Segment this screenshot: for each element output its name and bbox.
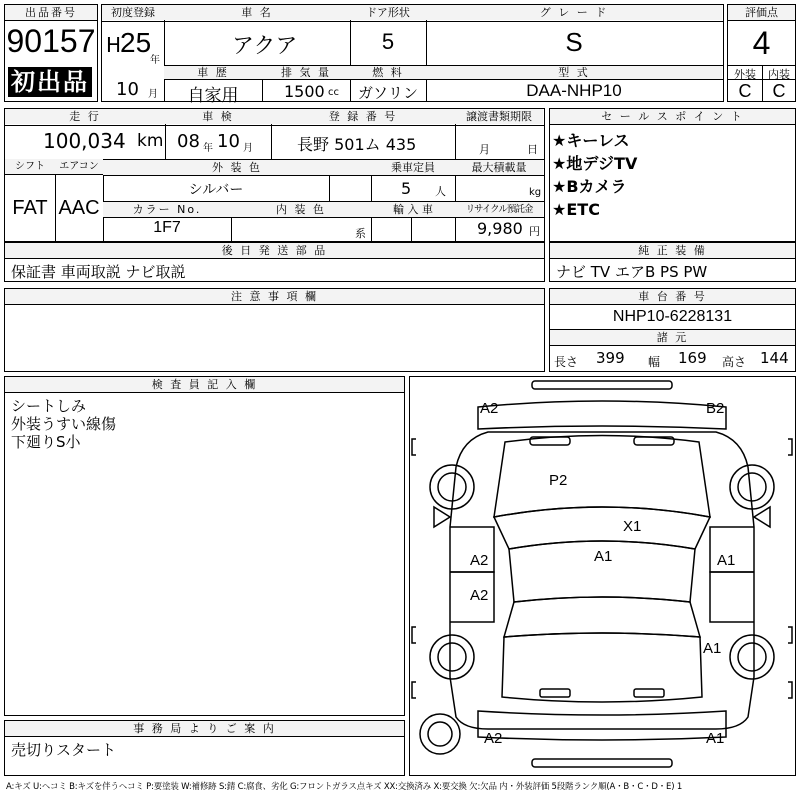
score-value: 4 [752, 25, 771, 61]
damage-rear-right: A1 [706, 730, 725, 747]
import-label: 輸 入 車 [371, 202, 455, 217]
height-label: 高さ [722, 355, 747, 369]
damage-right-front-door: A1 [717, 552, 736, 569]
history-label: 車 歴 [164, 66, 262, 79]
inspector-note-line: 下廻りS小 [11, 433, 81, 451]
recycle-value: 9,980 [477, 219, 523, 238]
first-listing-badge: 初出品 [8, 67, 92, 97]
color-number-label: カラー No. [103, 202, 231, 217]
max-load-unit: kg [529, 187, 542, 198]
car-name-label: 車 名 [164, 5, 350, 20]
first-reg-year: 25 [120, 27, 152, 58]
registration-label: 登 録 番 号 [271, 109, 455, 124]
year-unit: 年 [150, 55, 160, 66]
chassis-box [549, 288, 796, 372]
car-outline-drawing [410, 377, 794, 774]
door-type-label: ドア形状 [350, 5, 426, 20]
registration-number: 長野 501ム 435 [297, 135, 417, 154]
later-parts-value: 保証書 車両取説 ナビ取説 [11, 263, 186, 281]
first-reg-month: 10 [116, 79, 139, 100]
height-value: 144 [760, 349, 789, 367]
fuel-label: 燃 料 [350, 66, 426, 79]
exterior-grade-label: 外装 [734, 68, 756, 81]
aircon-value: AAC [58, 197, 100, 219]
mileage-label: 走 行 [5, 109, 165, 124]
aircon-label: エアコン [55, 159, 103, 175]
mileage-unit: km [137, 131, 164, 151]
inspector-label: 検 査 員 記 入 欄 [5, 377, 404, 393]
width-value: 169 [678, 349, 707, 367]
grade-label: グ レ ー ド [426, 5, 722, 20]
damage-rear-left: A2 [484, 730, 503, 747]
damage-front-left: A2 [480, 400, 499, 417]
transfer-day-unit: 日 [527, 143, 538, 156]
sales-point-item: ★地デジTV [552, 154, 638, 173]
inspector-note-line: シートしみ [11, 397, 87, 415]
capacity-label: 乗車定員 [371, 160, 455, 175]
length-label: 長さ [554, 355, 579, 369]
inspection-year: 08 [177, 131, 200, 152]
inspector-box [4, 376, 405, 716]
displacement-label: 排 気 量 [262, 66, 350, 79]
displacement-unit: cc [328, 87, 339, 98]
history-value: 自家用 [187, 86, 239, 106]
interior-color-unit: 系 [355, 227, 366, 240]
vehicle-header-box [101, 4, 724, 106]
mileage-value: 100,034 [43, 129, 126, 153]
inspection-month-unit: 月 [243, 143, 253, 154]
damage-right-rear-quarter: A1 [703, 640, 722, 657]
transfer-deadline-label: 譲渡書類期限 [455, 109, 543, 124]
genuine-equipment-value: ナビ TV エアB PS PW [556, 263, 708, 281]
fuel-value: ガソリン [357, 84, 418, 102]
office-label: 事 務 局 よ り ご 案 内 [5, 721, 404, 737]
score-box [727, 4, 796, 102]
score-label: 評価点 [728, 5, 795, 21]
door-count: 5 [381, 29, 395, 54]
length-value: 399 [596, 349, 625, 367]
inspector-note-line: 外装うすい線傷 [11, 415, 117, 433]
caution-box [4, 288, 545, 372]
sales-points-list [552, 129, 637, 221]
damage-left-front-door: A2 [470, 552, 489, 569]
later-parts-box [4, 242, 545, 282]
car-damage-diagram [409, 376, 796, 776]
genuine-equipment-box [549, 242, 796, 282]
max-load-label: 最大積載量 [455, 160, 543, 175]
grade-value: S [565, 27, 583, 57]
interior-grade-label: 内装 [768, 68, 790, 81]
lot-number-label: 出品番号 [5, 5, 97, 21]
shift-label: シフト [5, 159, 55, 175]
car-name: アクア [232, 34, 298, 59]
shift-value: FAT [12, 197, 48, 219]
later-parts-label: 後 日 発 送 部 品 [5, 243, 544, 259]
chassis-number: NHP10-6228131 [612, 308, 733, 325]
capacity-value: 5 [401, 179, 412, 198]
exterior-grade: C [738, 81, 752, 101]
sales-point-item: ★ETC [552, 200, 600, 219]
genuine-equipment-label: 純 正 装 備 [550, 243, 795, 259]
era: H [106, 33, 122, 57]
lot-number: 90157 [6, 23, 96, 59]
damage-windshield: X1 [623, 518, 642, 535]
damage-front-right: B2 [706, 400, 725, 417]
sales-point-item: ★キーレス [552, 131, 630, 150]
damage-roof: A1 [594, 548, 613, 565]
exterior-color-value: シルバー [188, 182, 244, 198]
exterior-color-label: 外 装 色 [103, 160, 371, 175]
lot-number-box [4, 4, 98, 102]
color-number-value: 1F7 [153, 219, 181, 236]
displacement-value: 1500 [284, 82, 325, 101]
inspection-label: 車 検 [165, 109, 271, 124]
month-unit: 月 [148, 89, 158, 100]
office-value: 売切りスタート [11, 741, 117, 759]
interior-grade: C [772, 81, 786, 101]
chassis-label: 車 台 番 号 [550, 289, 795, 305]
recycle-unit: 円 [529, 225, 540, 238]
width-label: 幅 [648, 355, 661, 369]
inspection-year-unit: 年 [203, 143, 213, 154]
recycle-label: リサイクル預託金 [455, 202, 543, 217]
dimensions-label: 諸 元 [550, 330, 795, 346]
first-registration-label: 初度登録 [102, 5, 164, 20]
model-label: 型 式 [426, 66, 722, 79]
transfer-month-unit: 月 [479, 143, 490, 156]
interior-color-label: 内 装 色 [231, 202, 371, 217]
damage-hood: P2 [549, 472, 568, 489]
office-box [4, 720, 405, 776]
details-box [4, 108, 545, 242]
damage-left-rear-door: A2 [470, 587, 489, 604]
damage-legend: A:キズ U:ヘコミ B:キズを伴うヘコミ P:要塗装 W:補修跡 S:錆 C:腐食、劣化 G:フロントガラス点キズ XX:交換済み X:要交換 欠:欠品 内・外装評価 5段階ランク順(A・B・C・D・E) 1 [6, 782, 683, 792]
caution-label: 注 意 事 項 欄 [5, 289, 544, 305]
sales-points-box [549, 108, 796, 242]
sales-points-label: セ ー ル ス ポ イ ン ト [550, 109, 795, 125]
sales-point-item: ★Bカメラ [552, 177, 627, 196]
inspection-month: 10 [217, 131, 240, 152]
model-value: DAA-NHP10 [526, 81, 622, 100]
capacity-unit: 人 [435, 185, 446, 198]
inspector-notes [11, 397, 116, 451]
